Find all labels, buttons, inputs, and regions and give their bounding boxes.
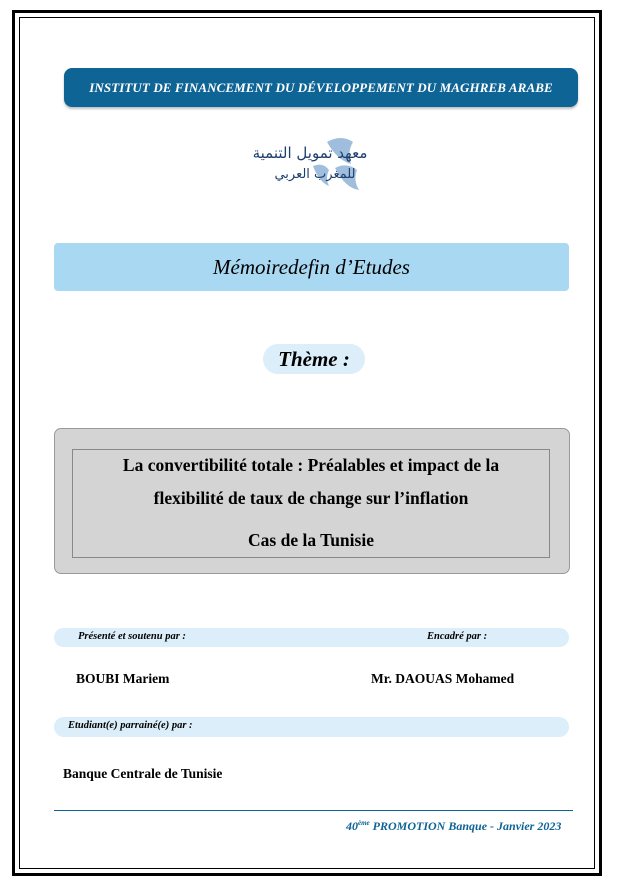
institute-name: INSTITUT DE FINANCEMENT DU DÉVELOPPEMENT DU MAGHREB ARABE [89, 79, 553, 95]
student-name: BOUBI Mariem [76, 671, 170, 686]
document-type-banner [54, 243, 569, 291]
logo-arabic-line2: للمغرب العربي [274, 167, 356, 182]
subject-line1: La convertibilité totale : Préalables et impact de la [122, 455, 500, 475]
theme-label [263, 344, 365, 374]
presenter-label-bar [54, 628, 569, 647]
institute-logo [235, 128, 385, 196]
sponsor-name: Banque Centrale de Tunisie [63, 766, 223, 781]
sponsored-by-label: Etudiant(e) parrainé(e) par : [68, 720, 193, 731]
presented-by-label: Présenté et soutenu par : [78, 631, 186, 642]
theme-label-text: Thème : [278, 346, 350, 371]
supervisor-name: Mr. DAOUAS Mohamed [371, 671, 515, 686]
institute-banner [64, 68, 578, 107]
subject-line2: flexibilité de taux de change sur l’inflation [153, 488, 469, 508]
promo-superscript: ème [358, 819, 370, 827]
promo-text: PROMOTION Banque - Janvier 2023 [369, 819, 562, 833]
logo-arabic-line1: معهد تمويل التنمية [252, 144, 368, 162]
promo-number: 40 [346, 819, 358, 833]
supervised-by-label: Encadré par : [427, 631, 488, 642]
promotion-footer [346, 819, 561, 834]
sponsor-label-bar [54, 717, 569, 737]
subject-line3: Cas de la Tunisie [248, 530, 374, 550]
footer-divider [54, 810, 573, 811]
subject-title [72, 449, 550, 558]
document-type: Mémoiredefin d’Etudes [213, 254, 410, 279]
